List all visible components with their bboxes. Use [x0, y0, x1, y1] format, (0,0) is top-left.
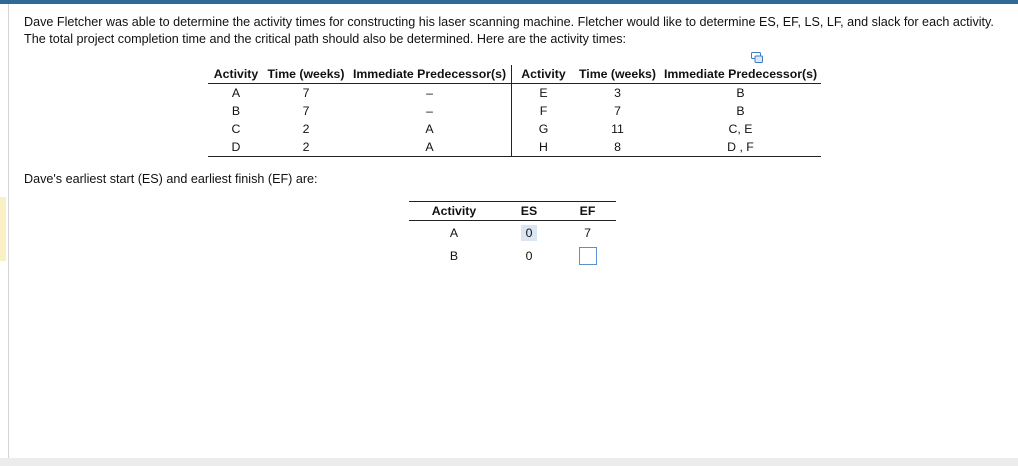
table-cell: A [348, 138, 512, 157]
answer-prompt: Dave's earliest start (ES) and earliest finish (EF) are: [24, 172, 318, 186]
table-row [409, 221, 616, 245]
activity-times-table [208, 65, 821, 157]
col-header-time: Time (weeks) [264, 65, 348, 84]
es-ef-answer-table [409, 201, 616, 267]
col-header-activity: Activity [409, 202, 499, 221]
ef-answer-input[interactable] [579, 247, 597, 265]
table-row [208, 138, 821, 157]
table-cell: 7 [302, 104, 310, 118]
top-accent-bar [0, 0, 1018, 4]
table-cell: A [231, 86, 241, 100]
table-cell: D , F [660, 138, 821, 157]
left-border-rule [8, 4, 9, 459]
table-cell: 2 [302, 122, 310, 136]
col-header-es: ES [499, 202, 559, 221]
table-cell: A [348, 120, 512, 138]
col-header-activity: Activity [512, 65, 576, 84]
col-header-activity: Activity [208, 65, 264, 84]
table-header-row [409, 202, 616, 221]
table-cell: B [231, 104, 241, 118]
es-cell [499, 221, 559, 245]
ef-cell: 7 [584, 225, 591, 240]
footer-strip [0, 458, 1018, 466]
table-cell: B [736, 86, 745, 100]
table-cell: C, E [728, 122, 753, 136]
col-header-ef: EF [559, 202, 616, 221]
table-row [208, 102, 821, 120]
table-cell: 2 [264, 138, 348, 157]
table-row [409, 244, 616, 267]
table-cell: 7 [302, 86, 310, 100]
table-cell: H [512, 138, 576, 157]
table-row [208, 84, 821, 103]
es-cell: 0 [525, 248, 533, 263]
activity-cell: A [449, 225, 459, 240]
col-header-time: Time (weeks) [575, 65, 660, 84]
table-cell: B [736, 104, 745, 118]
table-row [208, 120, 821, 138]
table-cell: 8 [575, 138, 660, 157]
table-cell: C [231, 122, 241, 136]
table-cell: D [208, 138, 264, 157]
table-cell: G [538, 122, 549, 136]
table-header-row [208, 65, 821, 84]
table-cell: 11 [611, 122, 624, 136]
table-cell: E [539, 86, 548, 100]
copy-to-clipboard-icon[interactable] [751, 52, 763, 63]
problem-statement: Dave Fletcher was able to determine the activity times for constructing his laser scanning machine. Fletcher would like to determine ES, EF, LS, LF, and slack for each activity. The total project completion time and the critical path should also be determined. Here are the activity times: [24, 15, 994, 46]
table-cell: F [539, 104, 548, 118]
ef-cell [559, 244, 616, 267]
table-cell: – [348, 102, 512, 120]
question-marker [0, 197, 6, 261]
table-cell: 3 [614, 86, 621, 100]
es-answer-highlighted[interactable]: 0 [521, 225, 537, 241]
col-header-predecessors: Immediate Predecessor(s) [660, 65, 821, 84]
col-header-predecessors: Immediate Predecessor(s) [348, 65, 512, 84]
activity-cell: B [449, 248, 459, 263]
table-cell: 7 [614, 104, 621, 118]
table-cell: – [348, 84, 512, 103]
